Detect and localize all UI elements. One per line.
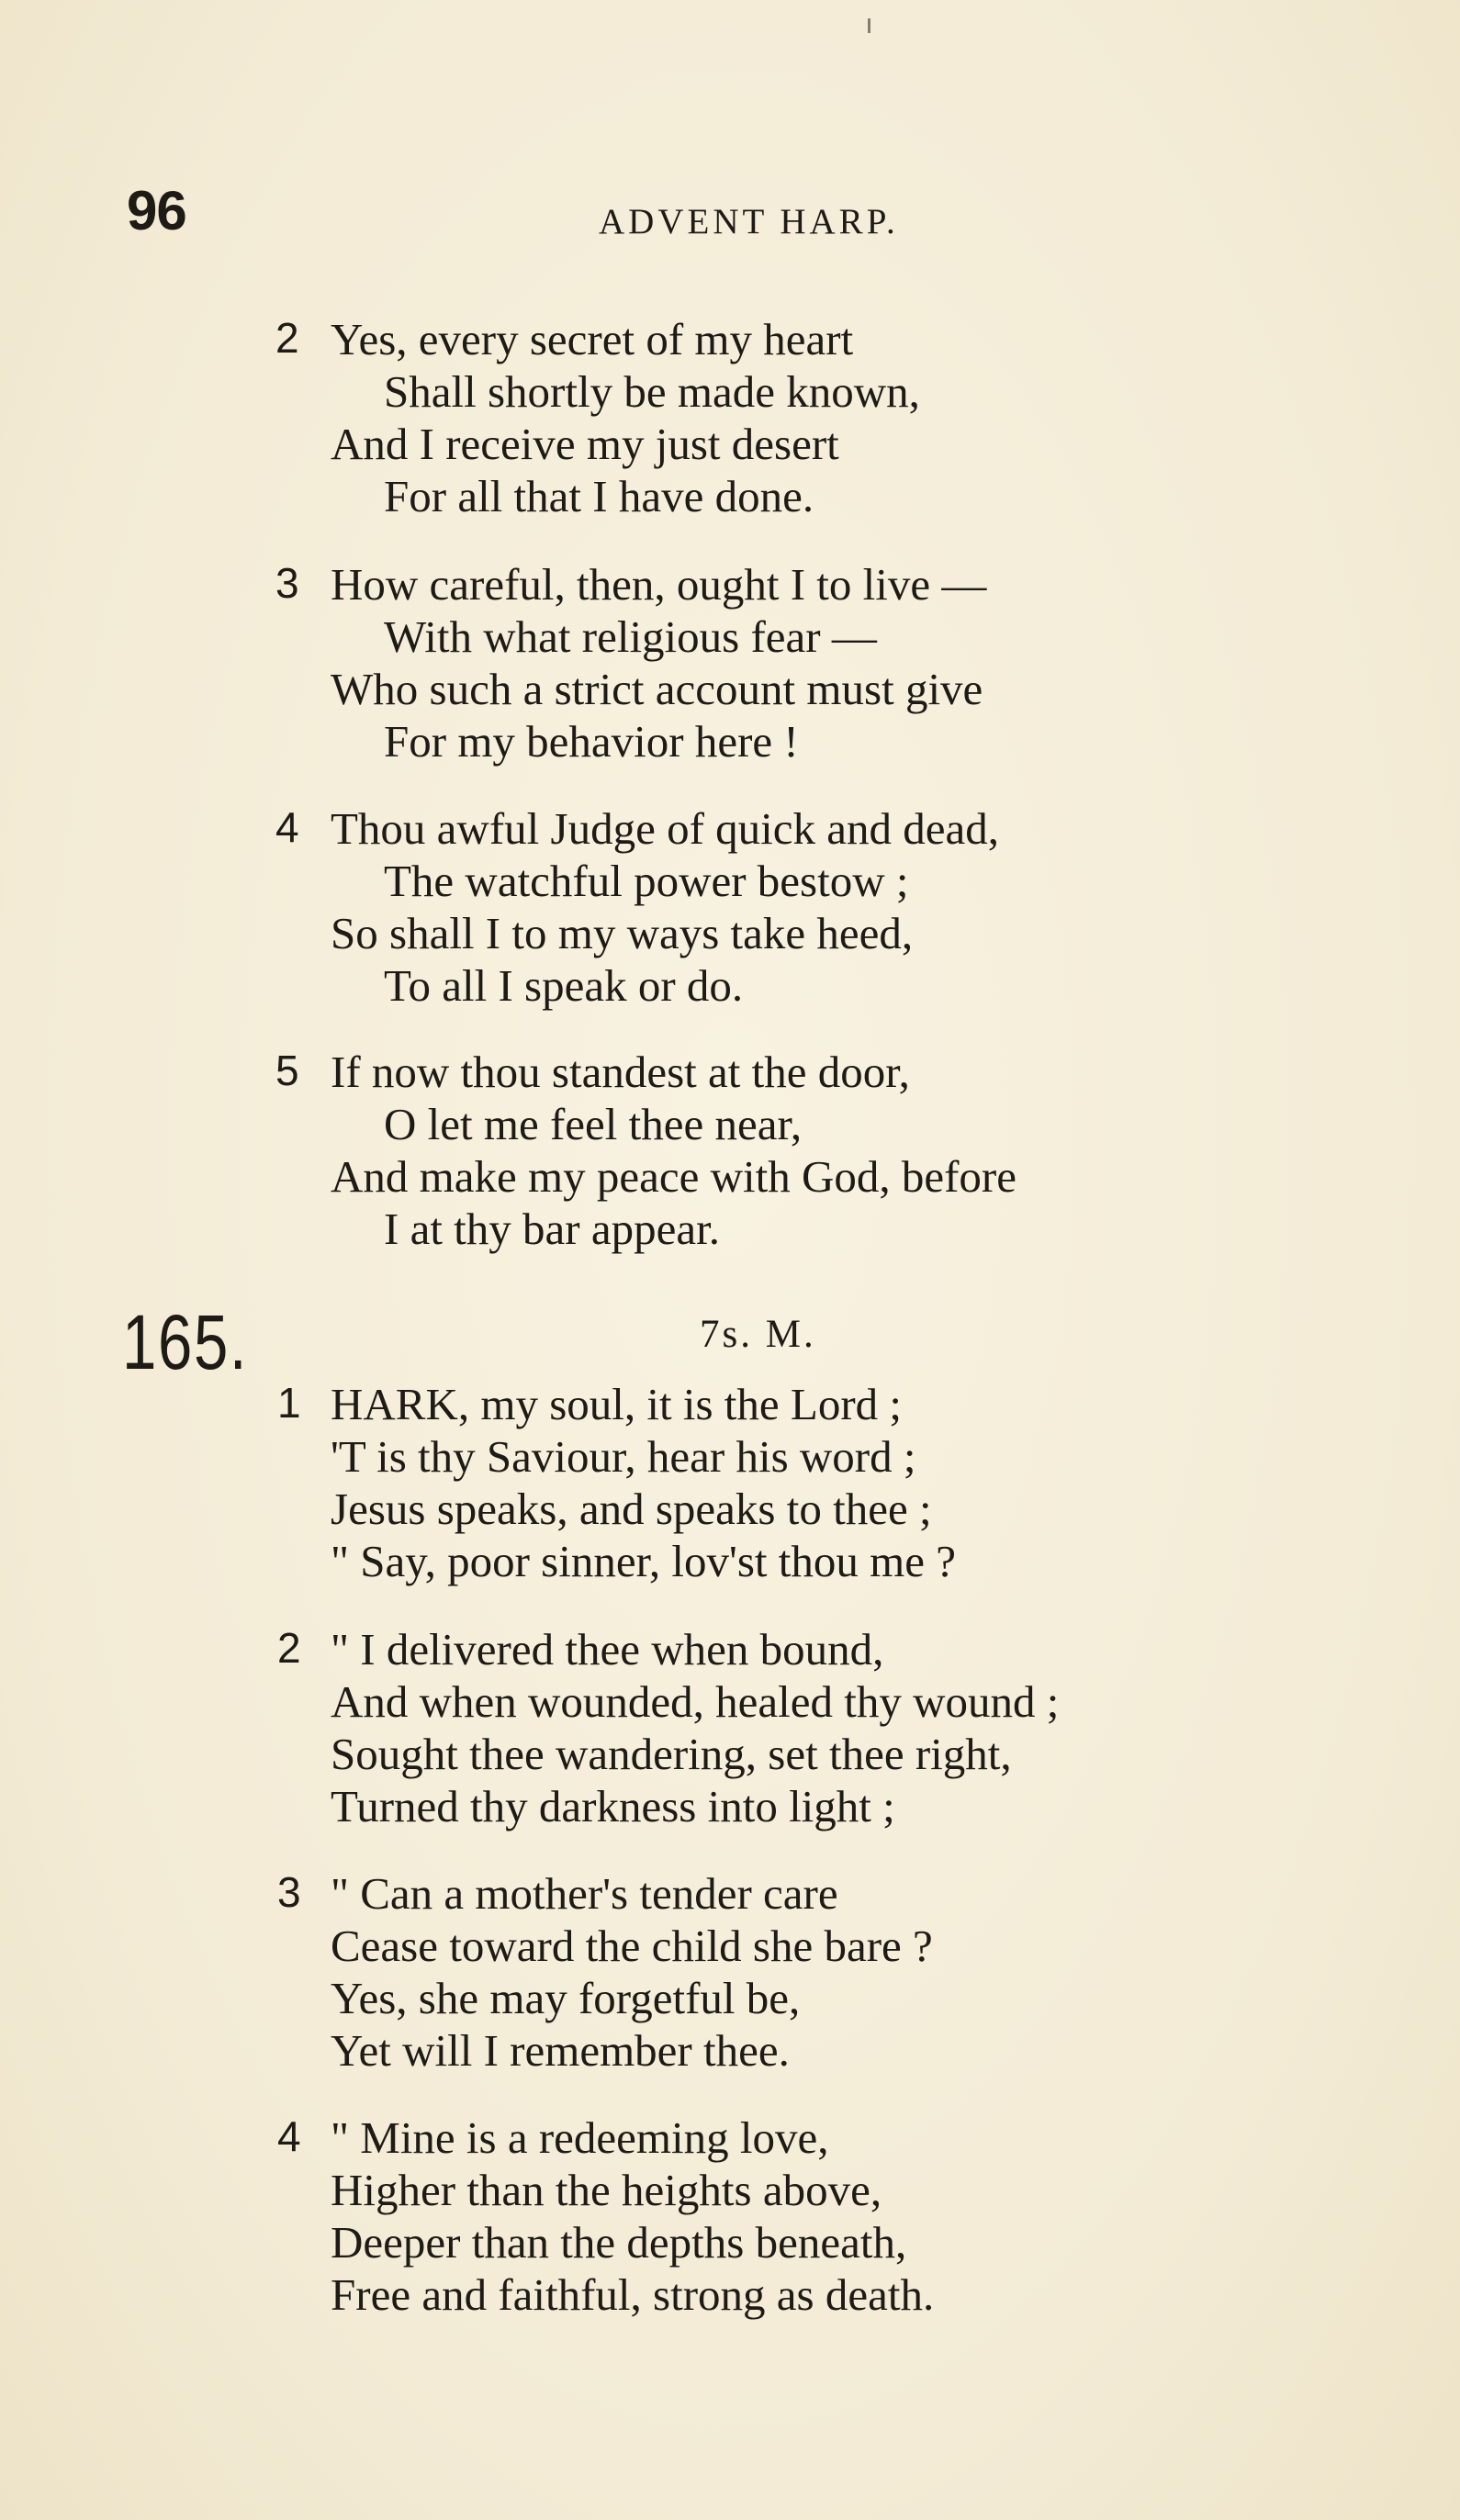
running-title: ADVENT HARP. bbox=[599, 202, 899, 241]
stanza-number: 3 bbox=[275, 559, 299, 607]
verse-line: And I receive my just desert bbox=[331, 419, 839, 469]
verse-line: " Say, poor sinner, lov'st thou me ? bbox=[331, 1536, 957, 1586]
verse-line: Turned thy darkness into light ; bbox=[331, 1781, 895, 1831]
verse-line: 'T is thy Saviour, hear his word ; bbox=[331, 1431, 916, 1482]
verse-line: " I delivered thee when bound, bbox=[331, 1624, 884, 1674]
verse-line: Thou awful Judge of quick and dead, bbox=[331, 803, 999, 854]
print-mark bbox=[868, 18, 870, 33]
hymn-number: 165. bbox=[122, 1299, 249, 1385]
verse-line: For all that I have done. bbox=[384, 471, 814, 521]
stanza-number: 3 bbox=[277, 1868, 301, 1916]
verse-line: Free and faithful, strong as death. bbox=[331, 2269, 935, 2320]
verse-line: Sought thee wandering, set thee right, bbox=[331, 1729, 1012, 1779]
verse-line: If now thou standest at the door, bbox=[331, 1047, 910, 1097]
verse-line: Yet will I remember thee. bbox=[331, 2025, 790, 2076]
stanza-number: 1 bbox=[277, 1379, 301, 1427]
hymn-meter: 7s. M. bbox=[700, 1313, 816, 1356]
stanza-number: 2 bbox=[275, 314, 299, 362]
verse-line: And make my peace with God, before bbox=[331, 1151, 1016, 1202]
stanza-number: 4 bbox=[277, 2112, 301, 2160]
verse-line: And when wounded, healed thy wound ; bbox=[331, 1676, 1060, 1727]
verse-line: Shall shortly be made known, bbox=[384, 366, 920, 417]
verse-line: Higher than the heights above, bbox=[331, 2165, 882, 2215]
verse-line: How careful, then, ought I to live — bbox=[331, 559, 987, 610]
verse-line: O let me feel thee near, bbox=[384, 1099, 803, 1149]
verse-line: Yes, every secret of my heart bbox=[331, 314, 854, 364]
stanza-number: 5 bbox=[275, 1047, 299, 1094]
verse-line: HARK, my soul, it is the Lord ; bbox=[331, 1379, 903, 1429]
verse-line: " Mine is a redeeming love, bbox=[331, 2112, 829, 2163]
stanza-number: 2 bbox=[277, 1624, 301, 1672]
verse-line: So shall I to my ways take heed, bbox=[331, 908, 914, 958]
verse-line: With what religious fear — bbox=[384, 611, 877, 662]
verse-line: Cease toward the child she bare ? bbox=[331, 1921, 933, 1971]
verse-line: Who such a strict account must give bbox=[331, 664, 983, 714]
verse-line: Deeper than the depths beneath, bbox=[331, 2217, 907, 2268]
stanza-number: 4 bbox=[275, 803, 299, 851]
verse-line: For my behavior here ! bbox=[384, 716, 799, 767]
verse-line: Yes, she may forgetful be, bbox=[331, 1973, 801, 2023]
verse-line: " Can a mother's tender care bbox=[331, 1868, 838, 1919]
verse-line: Jesus speaks, and speaks to thee ; bbox=[331, 1484, 932, 1534]
verse-line: I at thy bar appear. bbox=[384, 1204, 720, 1254]
page-number: 96 bbox=[127, 180, 186, 241]
verse-line: The watchful power bestow ; bbox=[384, 856, 909, 906]
verse-line: To all I speak or do. bbox=[384, 960, 744, 1011]
